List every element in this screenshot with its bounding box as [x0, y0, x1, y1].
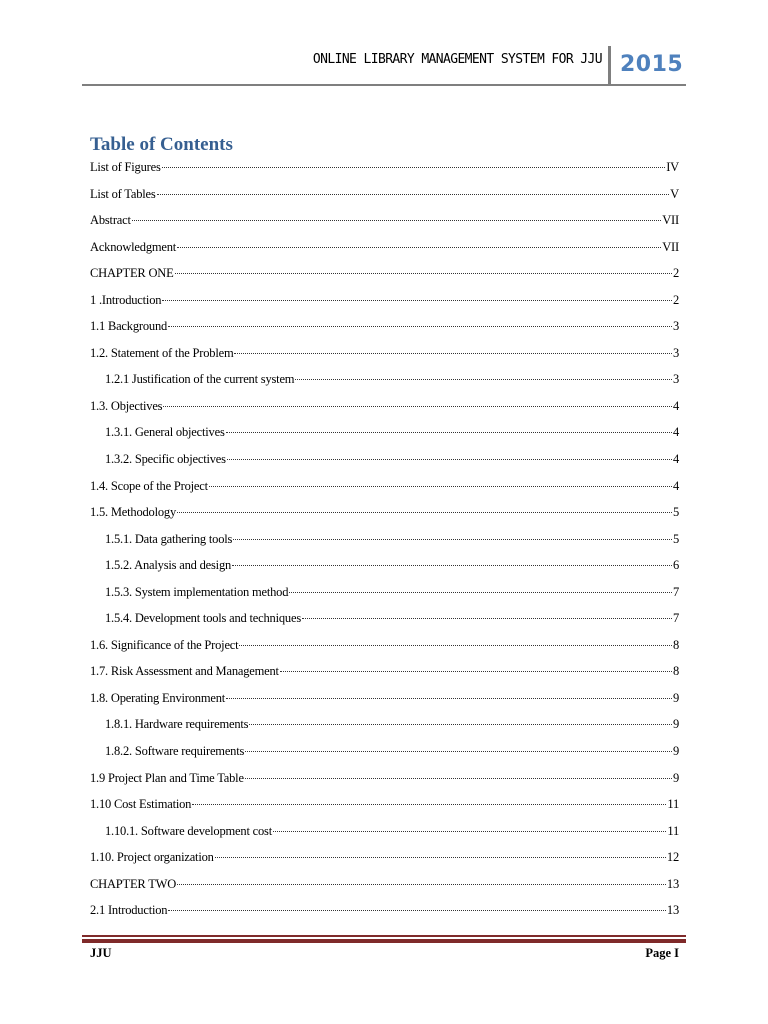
toc-entry[interactable]	[90, 504, 679, 531]
toc-heading: Table of Contents	[90, 134, 233, 155]
toc-dot-leader	[245, 751, 672, 752]
toc-entry[interactable]	[90, 451, 679, 478]
toc-entry-page: 8	[672, 637, 679, 652]
toc-entry[interactable]	[90, 637, 679, 664]
toc-dot-leader	[226, 698, 672, 699]
toc-entry-page: 11	[667, 797, 679, 812]
toc-entry-page: VII	[662, 213, 679, 228]
toc-entry[interactable]	[90, 239, 679, 266]
footer-left-text: JJU	[90, 946, 112, 960]
toc-dot-leader	[295, 379, 672, 380]
toc-entry-page: VII	[662, 239, 679, 254]
toc-entry-label: 1.5. Methodology	[90, 505, 177, 520]
toc-entry[interactable]	[90, 371, 679, 398]
toc-entry[interactable]	[90, 610, 679, 637]
toc-entry-page: 4	[672, 398, 679, 413]
header-title: ONLINE LIBRARY MANAGEMENT SYSTEM FOR JJU	[312, 52, 602, 67]
toc-entry[interactable]	[90, 823, 679, 850]
toc-entry-label: List of Tables	[90, 186, 156, 201]
header-divider	[608, 46, 611, 84]
toc-entry-label: Abstract	[90, 213, 131, 228]
toc-entry-label: 1.10.1. Software development cost	[105, 823, 272, 838]
toc-entry-page: 7	[672, 611, 679, 626]
toc-dot-leader	[226, 432, 672, 433]
toc-entry-label: 1.2.1 Justification of the current system	[105, 372, 295, 387]
toc-entry[interactable]	[90, 716, 679, 743]
toc-entry-page: 4	[672, 452, 679, 467]
toc-dot-leader	[177, 884, 666, 885]
toc-entry[interactable]	[90, 796, 679, 823]
toc-entry-page: 5	[672, 531, 679, 546]
toc-dot-leader	[227, 459, 672, 460]
toc-entry[interactable]	[90, 265, 679, 292]
toc-entry-page: V	[670, 186, 679, 201]
toc-entry[interactable]	[90, 159, 679, 186]
page-header	[82, 44, 686, 86]
toc-entry[interactable]	[90, 743, 679, 770]
toc-entry-page: 9	[672, 770, 679, 785]
toc-dot-leader	[245, 778, 672, 779]
toc-entry-label: 1.5.2. Analysis and design	[105, 558, 232, 573]
toc-dot-leader	[209, 486, 672, 487]
toc-dot-leader	[215, 857, 666, 858]
toc-entry-page: 11	[667, 823, 679, 838]
toc-entry[interactable]	[90, 345, 679, 372]
toc-entry-page: 13	[666, 876, 679, 891]
toc-entry-page: 5	[672, 505, 679, 520]
toc-entry-label: 1.3.1. General objectives	[105, 425, 225, 440]
toc-entry-label: 1.6. Significance of the Project	[90, 637, 239, 652]
toc-entry-label: 1.9 Project Plan and Time Table	[90, 770, 244, 785]
toc-entry-page: 12	[666, 850, 679, 865]
toc-entry-label: 1.10. Project organization	[90, 850, 214, 865]
toc-entry[interactable]	[90, 398, 679, 425]
toc-entry[interactable]	[90, 902, 679, 929]
toc-dot-leader	[132, 220, 661, 221]
toc-entry-page: 8	[672, 664, 679, 679]
toc-entry-label: CHAPTER ONE	[90, 266, 174, 281]
toc-entry-label: CHAPTER TWO	[90, 876, 177, 891]
toc-entry-page: 9	[672, 744, 679, 759]
toc-entry-page: 9	[672, 717, 679, 732]
toc-entry-label: List of Figures	[90, 160, 161, 174]
toc-entry[interactable]	[90, 531, 679, 558]
header-year: 2015	[620, 52, 684, 77]
toc-entry-page: 3	[672, 345, 679, 360]
footer-page-number: Page I	[645, 946, 679, 960]
header-rule	[82, 84, 686, 86]
toc-dot-leader	[273, 831, 666, 832]
toc-dot-leader	[163, 406, 672, 407]
toc-entry-label: 1.10 Cost Estimation	[90, 797, 192, 812]
toc-entry-label: 1.8. Operating Environment	[90, 690, 226, 705]
toc-entry-page: 13	[666, 903, 679, 918]
toc-entry[interactable]	[90, 212, 679, 239]
toc-entry-label: 1.5.1. Data gathering tools	[105, 531, 233, 546]
toc-entry-page: 3	[672, 319, 679, 334]
toc-dot-leader	[162, 167, 666, 168]
toc-entry-page: 4	[672, 425, 679, 440]
toc-dot-leader	[289, 592, 672, 593]
toc-dot-leader	[162, 300, 672, 301]
toc-entry[interactable]	[90, 849, 679, 876]
toc-dot-leader	[168, 326, 672, 327]
toc-dot-leader	[177, 247, 661, 248]
toc-dot-leader	[192, 804, 666, 805]
toc-entry[interactable]	[90, 478, 679, 505]
toc-dot-leader	[168, 910, 666, 911]
toc-entry-page: 2	[672, 292, 679, 307]
toc-entry-page: 7	[672, 584, 679, 599]
toc-entry-label: 1.5.3. System implementation method	[105, 584, 289, 599]
toc-entry-label: 1.7. Risk Assessment and Management	[90, 664, 279, 679]
toc-dot-leader	[233, 539, 672, 540]
toc-entry[interactable]	[90, 557, 679, 584]
toc-dot-leader	[157, 194, 670, 195]
toc-entry-label: 1.2. Statement of the Problem	[90, 345, 234, 360]
toc-dot-leader	[177, 512, 672, 513]
toc-entry-page: 3	[672, 372, 679, 387]
toc-entry-page: 2	[672, 266, 679, 281]
toc-entry-label: 1.3. Objectives	[90, 398, 163, 413]
toc-dot-leader	[175, 273, 672, 274]
toc-entry[interactable]	[90, 690, 679, 717]
toc-entry[interactable]	[90, 318, 679, 345]
toc-entry-label: 1.5.4. Development tools and techniques	[105, 611, 301, 626]
toc-dot-leader	[232, 565, 672, 566]
toc-entry[interactable]	[90, 770, 679, 797]
toc-dot-leader	[302, 618, 672, 619]
toc-entry-label: Acknowledgment	[90, 239, 177, 254]
toc-entry-label: 1.3.2. Specific objectives	[105, 452, 226, 467]
toc-entry-label: 1.1 Background	[90, 319, 168, 334]
toc-entry-page: 4	[672, 478, 679, 493]
toc-dot-leader	[280, 671, 672, 672]
toc-entry-label: 2.1 Introduction	[90, 903, 168, 918]
toc-entry[interactable]	[90, 186, 679, 213]
toc-entry-page: 6	[672, 558, 679, 573]
toc-entry[interactable]	[90, 584, 679, 611]
toc-entry[interactable]	[90, 292, 679, 319]
footer-rule-thin	[82, 935, 686, 937]
toc-entry-label: 1.8.1. Hardware requirements	[105, 717, 249, 732]
toc-dot-leader	[249, 724, 672, 725]
toc-entry[interactable]	[90, 876, 679, 903]
toc-entry[interactable]	[90, 424, 679, 451]
toc-entry-label: 1.8.2. Software requirements	[105, 744, 245, 759]
toc-entry-label: 1 .Introduction	[90, 292, 162, 307]
toc-entry-label: 1.4. Scope of the Project	[90, 478, 208, 493]
toc-list	[90, 159, 679, 929]
footer-rule-thick	[82, 939, 686, 943]
toc-entry-page: 9	[672, 690, 679, 705]
toc-dot-leader	[234, 353, 671, 354]
toc-entry-page: IV	[666, 160, 679, 174]
toc-entry[interactable]	[90, 663, 679, 690]
toc-dot-leader	[239, 645, 672, 646]
